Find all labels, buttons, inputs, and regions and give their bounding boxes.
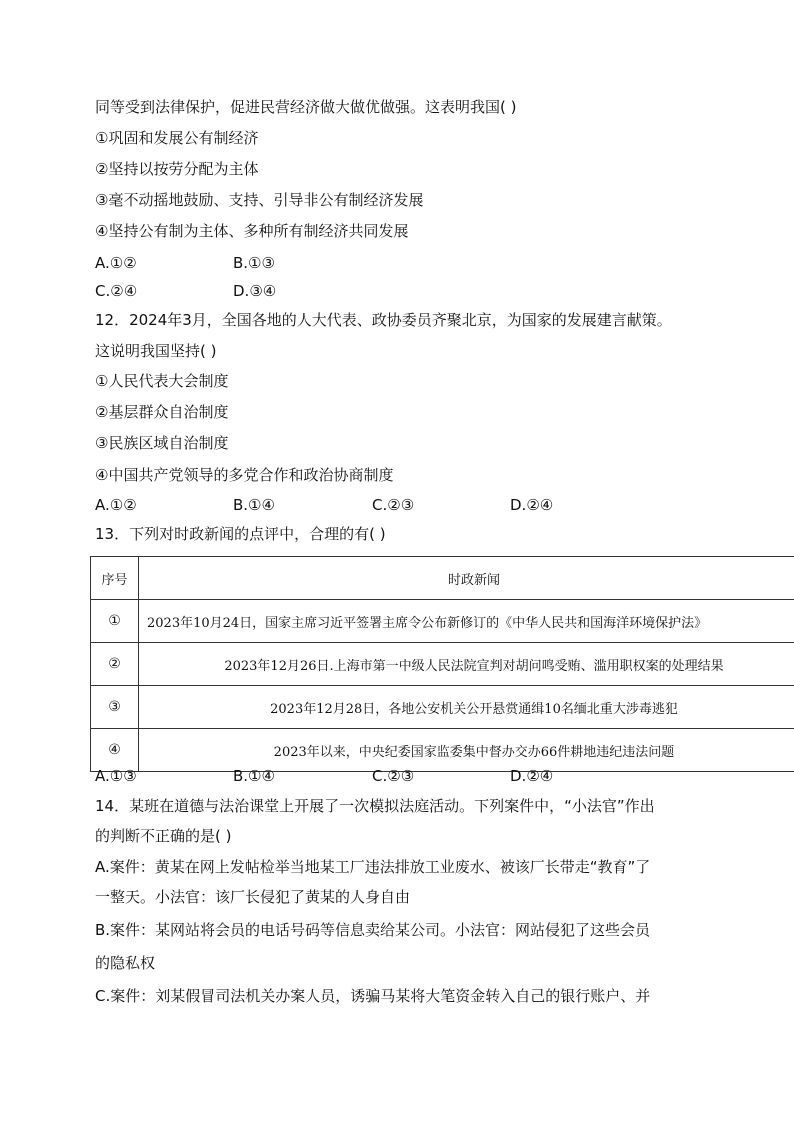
q12-item-4: ④中国共产党领导的多党合作和政治协商制度 [95, 466, 394, 484]
q11-option-c: C.②④ [95, 282, 138, 300]
q11-option-d: D.③④ [233, 282, 277, 300]
q11-option-a: A.①② [95, 254, 137, 272]
q11-option-b: B.①③ [233, 254, 275, 272]
q12-option-d: D.②④ [510, 496, 554, 514]
q12-option-b: B.①④ [233, 496, 275, 514]
table-row [91, 600, 794, 643]
q12-stem-line-2: 这说明我国坚持( ) [95, 342, 217, 360]
table-header-number: 序号 [91, 557, 139, 600]
q12-item-3: ③民族区域自治制度 [95, 434, 229, 452]
q12-option-a: A.①② [95, 496, 137, 514]
table-row-news: 2023年12月26日.上海市第一中级人民法院宣判对胡问鸣受贿、滥用职权案的处理结果 [139, 643, 794, 686]
q13-option-b: B.①④ [233, 767, 275, 785]
q13-option-a: A.①③ [95, 767, 137, 785]
q12-item-1: ①人民代表大会制度 [95, 372, 229, 390]
q13-stem: 13．下列对时政新闻的点评中，合理的有( ) [95, 525, 386, 543]
table-header-row [91, 557, 794, 600]
table-header-news: 时政新闻 [139, 557, 794, 600]
table-row-number: ③ [91, 686, 139, 729]
q13-option-c: C.②③ [372, 767, 415, 785]
q11-item-4: ④坚持公有制为主体、多种所有制经济共同发展 [95, 222, 409, 240]
q14-option-c-line-1: C.案件：刘某假冒司法机关办案人员，诱骗马某将大笔资金转入自己的银行账户、并 [95, 987, 651, 1005]
q11-item-1: ①巩固和发展公有制经济 [95, 129, 259, 147]
q12-item-2: ②基层群众自治制度 [95, 403, 229, 421]
q14-option-b-line-1: B.案件：某网站将会员的电话号码等信息卖给某公司。小法官：网站侵犯了这些会员 [95, 921, 651, 939]
table-row-number: ① [91, 600, 139, 643]
table-row-news: 2023年12月28日，各地公安机关公开悬赏通缉10名缅北重大涉毒逃犯 [139, 686, 794, 729]
q12-option-c: C.②③ [372, 496, 415, 514]
table-row-number: ④ [91, 729, 139, 772]
q13-option-d: D.②④ [510, 767, 554, 785]
q11-item-3: ③毫不动摇地鼓励、支持、引导非公有制经济发展 [95, 191, 424, 209]
q14-stem-line-2: 的判断不正确的是( ) [95, 827, 232, 845]
q11-stem: 同等受到法律保护，促进民营经济做大做优做强。这表明我国( ) [95, 98, 517, 116]
q11-item-2: ②坚持以按劳分配为主体 [95, 160, 259, 178]
q14-stem-line-1: 14．某班在道德与法治课堂上开展了一次模拟法庭活动。下列案件中，“小法官”作出 [95, 797, 655, 815]
table-row [91, 686, 794, 729]
table-row-news: 2023年10月24日，国家主席习近平签署主席令公布新修订的《中华人民共和国海洋环境保护法》 [139, 600, 794, 643]
news-table [90, 556, 794, 772]
table-row [91, 643, 794, 686]
q14-option-b-line-2: 的隐私权 [95, 954, 156, 972]
table-row [91, 729, 794, 772]
q12-stem-line-1: 12．2024年3月，全国各地的人大代表、政协委员齐聚北京，为国家的发展建言献策。 [95, 311, 672, 329]
table-row-number: ② [91, 643, 139, 686]
q14-option-a-line-1: A.案件：黄某在网上发帖检举当地某工厂违法排放工业废水、被该厂长带走“教育”了 [95, 858, 651, 876]
q14-option-a-line-2: 一整天。小法官：该厂长侵犯了黄某的人身自由 [95, 888, 411, 906]
table-row-news: 2023年以来，中央纪委国家监委集中督办交办66件耕地违纪违法问题 [139, 729, 794, 772]
